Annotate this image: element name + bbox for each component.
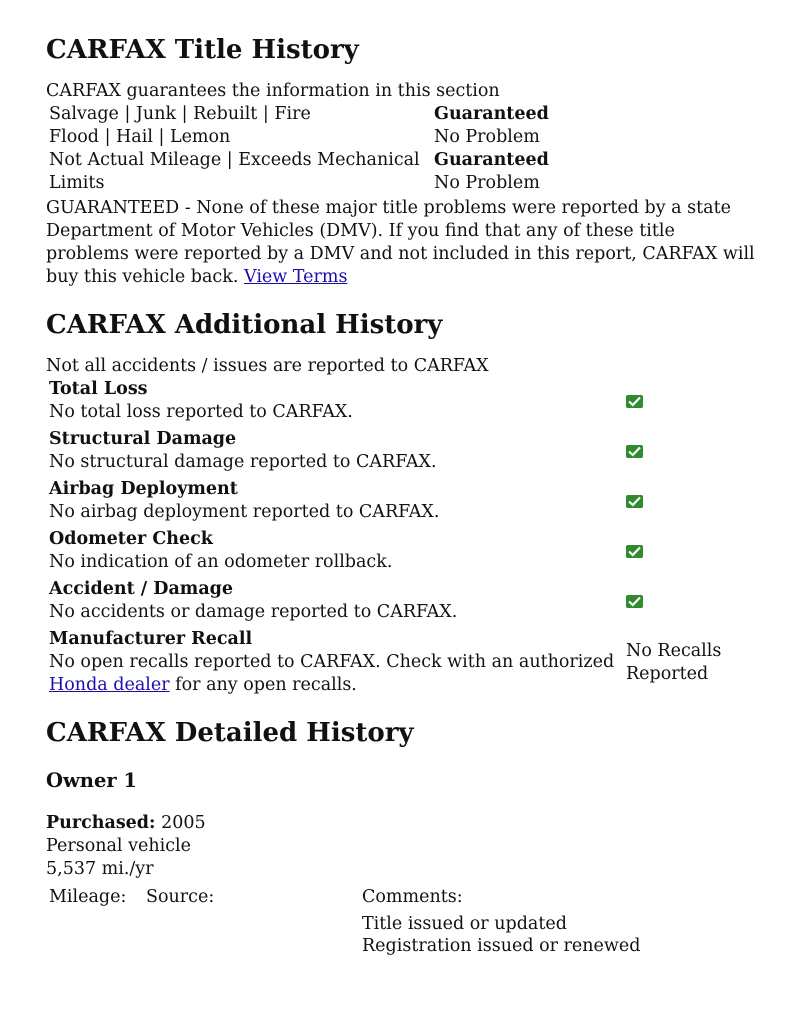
check-icon [626,595,643,608]
history-item-title: Structural Damage [49,429,237,449]
honda-dealer-link[interactable]: Honda dealer [49,675,170,695]
history-item-desc: No total loss reported to CARFAX. [49,402,353,422]
additional-history-heading: CARFAX Additional History [46,310,443,340]
title-history-table [49,103,549,195]
title-row [49,103,549,149]
history-item [49,578,749,628]
vehicle-type: Personal vehicle [46,836,191,856]
purchased-value: 2005 [161,813,206,833]
history-item [49,428,749,478]
owner-heading: Owner 1 [46,769,137,792]
no-problem-label: No Problem [434,173,540,193]
title-row-label: Salvage | Junk | Rebuilt | Fire [49,104,311,124]
purchased-line [46,812,756,835]
mileage-column-header: Mileage: [49,887,127,907]
history-item-title: Odometer Check [49,529,213,549]
history-item-title: Airbag Deployment [49,479,238,499]
recall-item [49,628,749,701]
source-column-header: Source: [146,887,215,907]
recall-desc [49,651,626,697]
title-row [49,149,549,195]
mileage-per-year: 5,537 mi./yr [46,859,154,879]
title-row-label: Flood | Hail | Lemon [49,127,231,147]
guaranteed-label: Guaranteed [434,150,549,170]
purchased-label: Purchased: [46,813,156,833]
history-item-desc: No indication of an odometer rollback. [49,552,393,572]
guarantee-note: CARFAX guarantees the information in this section [46,81,500,101]
view-terms-link[interactable]: View Terms [243,267,348,287]
history-item-desc: No airbag deployment reported to CARFAX. [49,502,440,522]
recall-desc-text: for any open recalls. [175,675,357,695]
check-icon [626,545,643,558]
history-item [49,478,749,528]
recall-title: Manufacturer Recall [49,629,253,649]
comment-line: Title issued or updated [362,914,567,934]
check-icon [626,445,643,458]
check-icon [626,495,643,508]
detailed-history-table [49,886,756,954]
history-item-title: Total Loss [49,379,148,399]
history-item [49,528,749,578]
disclaimer-text: GUARANTEED - None of these major title problems were reported by a state Department of Motor Vehicles (DMV). If you find that any of these title problems were reported by a DMV and not included in this report, CARFAX will buy this vehicle back. [46,198,755,287]
report-page [46,34,756,954]
detailed-history-heading: CARFAX Detailed History [46,718,414,748]
history-item-desc: No structural damage reported to CARFAX. [49,452,437,472]
recall-desc-text: No open recalls reported to CARFAX. Check with an authorized [49,652,615,672]
history-item-desc: No accidents or damage reported to CARFAX. [49,602,458,622]
additional-history-note: Not all accidents / issues are reported to CARFAX [46,356,489,376]
title-history-heading: CARFAX Title History [46,35,359,65]
title-row-label: Not Actual Mileage | Exceeds Mechanical Limits [49,150,420,193]
comment-line: Registration issued or renewed [362,936,641,956]
check-icon [626,395,643,408]
additional-history-table [49,378,749,701]
recall-status: No Recalls Reported [626,640,722,684]
comments-column-header: Comments: [362,887,463,907]
no-problem-label: No Problem [434,127,540,147]
history-item [49,378,749,428]
history-item-title: Accident / Damage [49,579,234,599]
guarantee-disclaimer [46,197,756,289]
guaranteed-label: Guaranteed [434,104,549,124]
